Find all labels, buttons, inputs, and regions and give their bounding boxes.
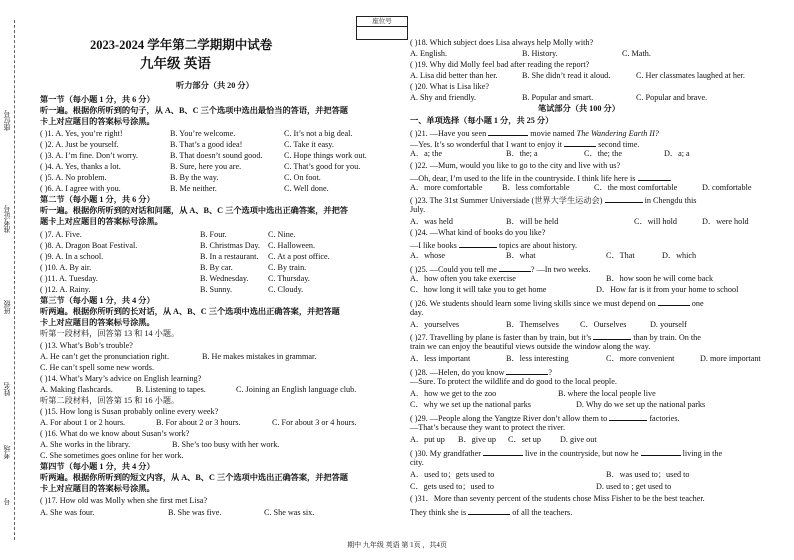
question-18-options: A. English. B. History. C. Math. — [410, 49, 651, 58]
question-16-option-c: C. She sometimes goes online for her work. — [40, 451, 184, 460]
binding-label-number: 号 — [3, 498, 11, 505]
question-1: ( )1. A. Yes, you’re right! B. You’re welcome. C. It’s not a big deal. — [40, 129, 353, 138]
question-2: ( )2. A. Just be yourself. B. That’s a good idea! C. Take it easy. — [40, 140, 334, 149]
question-29-line-2: —That’s because they want to protect the river. — [410, 423, 566, 432]
question-19-options: A. Lisa did better than her. B. She didn’t read it aloud. C. Her classmates laughed at her. — [410, 71, 745, 80]
sec3-heading: 第三节（每小题 1 分，共 4 分） — [40, 296, 155, 305]
question-14-options: A. Making flashcards. B. Listening to tapes. C. Joining an English language club. — [40, 385, 357, 394]
question-30-line-2: city. — [410, 458, 424, 467]
sec4-heading: 第四节（每小题 1 分，共 4 分） — [40, 462, 155, 471]
question-30-options-cd: C．gets used to；used to D. used to ; get used to — [410, 482, 672, 491]
question-14: ( )14. What’s Mary’s advice on English learning? — [40, 374, 202, 383]
question-12: ( )12. A. Rainy. B. Sunny. C. Cloudy. — [40, 285, 304, 294]
question-13-option-c: C. He can’t spell some new words. — [40, 363, 154, 372]
question-22-line-2: —Oh, dear, I’m used to the life in the countryside. I think life here is . — [410, 174, 672, 183]
question-29-options: A．put up B．give up C．set up D. give out — [410, 435, 597, 444]
binding-label-class: 班级 — [3, 300, 11, 314]
question-28-line-2: —Sure. To protect the wildlife and do good to the local people. — [410, 377, 617, 386]
question-5: ( )5. A. No problem. B. By the way. C. On foot. — [40, 173, 321, 182]
sec3-instr-1: 听两遍。根据你所听到的长对话，从 A、B、C 三个选项中选出正确答案，并把答题 — [40, 307, 340, 316]
question-28: ( )28. —Helen, do you know ? — [410, 368, 553, 377]
question-29: ( )29. —People along the Yangtze River don’t allow them to factories. — [410, 414, 680, 423]
question-26-line-2: day. — [410, 308, 424, 317]
sec4-instr-1: 听两遍。根据你所听到的短文内容，从 A、B、C 三个选项中选出正确答案，并把答题 — [40, 473, 348, 482]
question-28-options-ab: A．how we get to the zoo B. where the local people live — [410, 389, 656, 398]
question-20: ( )20. What is Lisa like? — [410, 82, 489, 91]
question-11: ( )11. A. Tuesday. B. Wednesday. C. Thursday. — [40, 274, 310, 283]
question-25-options-cd: C．how long it will take you to get home D．How far is it from your home to school — [410, 285, 739, 294]
question-27: ( )27. Travelling by plane is faster than by train, but it’s than by train. On the — [410, 333, 701, 342]
question-23-options: A．was held B．will be held C．will hold D．were hold — [410, 217, 749, 226]
question-20-options: A. Shy and friendly. B. Popular and smart. C. Popular and brave. — [410, 93, 708, 102]
sec1-instr-1: 听一遍。根据你所听到的句子，从 A、B、C 三个选项中选出最恰当的答语，并把答题 — [40, 106, 348, 115]
question-23-line-2: July. — [410, 205, 426, 214]
question-21-options: A．a; the B．the; a C．the; the D．a; a — [410, 149, 690, 158]
question-25: ( )25. —Could you tell me ? —In two weeks. — [410, 265, 591, 274]
sec1-heading: 第一节（每小题 1 分，共 6 分） — [40, 95, 155, 104]
sec3-material-2: 听第二段材料，回答第 15 和 16 小题。 — [40, 396, 180, 405]
question-31-line-2: They think she is of all the teachers. — [410, 508, 573, 517]
sec2-instr-1: 听一遍。根据你所听到的对话和问题，从 A、B、C 三个选项中选出正确答案，并把答 — [40, 206, 348, 215]
sec3-material-1: 听第一段材料，回答第 13 和 14 小题。 — [40, 329, 180, 338]
question-22: ( )22. —Mum, would you like to go to the city and live with us? — [410, 161, 621, 170]
page-footer: 期中 九年级 英语 第 1页 ，共4页 — [347, 541, 447, 549]
question-15: ( )15. How long is Susan probably online every week? — [40, 407, 219, 416]
question-25-options-ab: A．how often you take exercise B．how soon he will come back — [410, 274, 714, 283]
question-16: ( )16. What do we know about Susan’s work? — [40, 429, 190, 438]
seat-number-label: 座位号 — [357, 17, 407, 27]
question-27-options: A．less important B．less interesting C．more convenient D. more important — [410, 354, 761, 363]
exam-title: 2023-2024 学年第二学期期中试卷 — [90, 38, 273, 52]
question-22-options: A．more comfortable B．less comfortable C．the most comfortable D. comfortable — [410, 183, 752, 192]
question-8: ( )8. A. Dragon Boat Festival. B. Christmas Day. C. Halloween. — [40, 241, 316, 250]
question-21: ( )21. —Have you seen movie named The Wandering Earth II? — [410, 129, 659, 138]
sec4-instr-2: 卡上对应题目的答案标号涂黑。 — [40, 484, 155, 493]
binding-label-name: 姓名 — [3, 382, 11, 396]
question-13-options: A. He can’t get the pronunciation right. B. He makes mistakes in grammar. — [40, 352, 317, 361]
question-3: ( )3. A. I’m fine. Don’t worry. B. That doesn’t sound good. C. Hope things work out. — [40, 151, 367, 160]
question-4: ( )4. A. Yes, thanks a lot. B. Sure, here you are. C. That’s good for you. — [40, 162, 361, 171]
exam-subtitle: 九年级 英语 — [140, 56, 211, 71]
question-30: ( )30. My grandfather live in the countryside, but now he living in the — [410, 449, 723, 458]
question-23: ( )23. The 31st Summer Universiade (世界大学生运动会) in Chengdu this — [410, 196, 697, 205]
question-10: ( )10. A. By air. B. By car. C. By train. — [40, 263, 307, 272]
question-24-options: A．whose B．what C．That D．which — [410, 251, 697, 260]
sec2-heading: 第二节（每小题 1 分，共 6 分） — [40, 195, 155, 204]
question-24: ( )24. —What kind of books do you like? — [410, 228, 546, 237]
question-13: ( )13. What’s Bob’s trouble? — [40, 341, 133, 350]
question-17-options: A. She was four. B. She was five. C. She was six. — [40, 508, 315, 517]
question-18: ( )18. Which subject does Lisa always help Molly with? — [410, 38, 594, 47]
question-30-options-ab: A．used to；gets used to B．was used to；used to — [410, 470, 690, 479]
question-26: ( )26. We students should learn some living skills since we must depend on one — [410, 299, 704, 308]
binding-label-exam-id: 准考证号 — [3, 205, 11, 233]
binding-margin — [0, 0, 30, 560]
written-title: 笔试部分（共 100 分） — [538, 104, 620, 113]
question-7: ( )7. A. Five. B. Four. C. Nine. — [40, 230, 296, 239]
binding-label-seat: 座位号 — [3, 110, 11, 131]
written-heading: 一、单项选择（每小题 1 分，共 25 分） — [410, 116, 554, 125]
binding-label-room: 考场 — [3, 445, 11, 459]
question-31: ( )31．More than seventy percent of the students chose Miss Fisher to be the best teacher. — [410, 494, 705, 503]
question-24-line-2: —I like books topics are about history. — [410, 241, 578, 250]
sec3-instr-2: 卡上对应题目的答案标号涂黑。 — [40, 318, 155, 327]
question-17: ( )17. How old was Molly when she first met Lisa? — [40, 496, 208, 505]
question-16-options: A. She works in the library. B. She’s too busy with her work. — [40, 440, 280, 449]
question-27-line-2: train we can enjoy the beautiful views outside the window along the way. — [410, 342, 651, 351]
listening-title: 听力部分（共 20 分） — [176, 81, 254, 90]
sec1-instr-2: 卡上对应题目的答案标号涂黑。 — [40, 117, 155, 126]
question-28-options-cd: C．why we set up the national parks D. Why do we set up the national parks — [410, 400, 706, 409]
question-26-options: A．yourselves B．Themselves C．Ourselves D. yourself — [410, 320, 687, 329]
question-15-options: A. For about 1 or 2 hours. B. For about 2 or 3 hours. C. For about 3 or 4 hours. — [40, 418, 357, 427]
binding-dashed-line — [14, 20, 15, 540]
seat-number-box — [356, 16, 408, 40]
question-21-line-2: —Yes. It’s so wonderful that I want to enjoy it second time. — [410, 140, 640, 149]
question-6: ( )6. A. I agree with you. B. Me neither. C. Well done. — [40, 184, 329, 193]
sec2-instr-2: 题卡上对应题目的答案标号涂黑。 — [40, 217, 163, 226]
question-19: ( )19. Why did Molly feel bad after reading the report? — [410, 60, 590, 69]
question-9: ( )9. A. In a school. B. In a restaurant. C. At a post office. — [40, 252, 330, 261]
